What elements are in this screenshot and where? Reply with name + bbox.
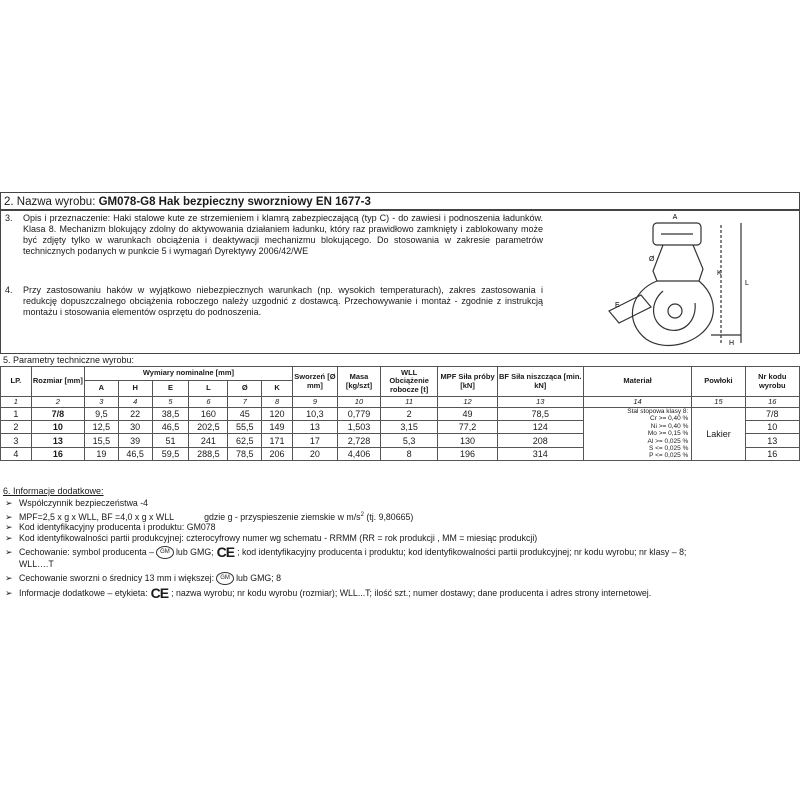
info-item-label (5, 585, 795, 602)
additional-info-section (0, 486, 800, 610)
cell-size: 7/8 (31, 408, 84, 421)
cell-code: 16 (745, 447, 799, 460)
info-text: Cechowanie: symbol producenta – (19, 546, 154, 557)
header-dimensions: Wymiary nominalne [mm] (84, 367, 292, 381)
cell-bf: 124 (497, 421, 583, 434)
cell-diameter: 55,5 (228, 421, 262, 434)
col-number: 4 (118, 397, 152, 408)
header-mass: Masa [kg/szt] (337, 367, 380, 397)
label-h: H (729, 340, 735, 347)
label-k: K (717, 270, 722, 277)
cell-size: 13 (31, 434, 84, 447)
info-item-marking (5, 546, 795, 570)
cell-lp: 4 (1, 447, 32, 460)
section-6-title: 6. Informacje dodatkowe: (3, 486, 104, 496)
info-text: Kod identyfikowalności partii produkcyjnej: czterocyfrowy numer wg schematu - RRMM (RR = rok produkcji , MM = miesiąc produkcji) (19, 533, 538, 543)
arrow-bullet-icon: ➢ (5, 511, 13, 522)
cell-mpf: 77,2 (438, 421, 497, 434)
material-line: S <= 0,025 % (648, 445, 689, 453)
info-item-formula (5, 510, 795, 522)
header-h: H (118, 381, 152, 397)
material-line: Ni >= 0,40 % (650, 422, 689, 430)
col-number: 10 (337, 397, 380, 408)
title-prefix: 2. Nazwa wyrobu: (4, 196, 99, 208)
material-cell (583, 408, 692, 461)
header-bf: BF Siła niszcząca [min. kN] (497, 367, 583, 397)
cell-k: 149 (262, 421, 293, 434)
info-item-product-code (5, 522, 795, 533)
cell-l: 241 (189, 434, 228, 447)
cell-mpf: 49 (438, 408, 497, 421)
info-text: lub GMG; 8 (236, 572, 282, 583)
cell-mass: 1,503 (337, 421, 380, 434)
col-number: 16 (745, 397, 799, 408)
arrow-bullet-icon: ➢ (5, 588, 13, 598)
cell-wll: 2 (380, 408, 437, 421)
col-number: 6 (189, 397, 228, 408)
col-number: 14 (583, 397, 692, 408)
col-number: 15 (692, 397, 745, 408)
gm-logo-icon: GM (156, 546, 174, 559)
cell-code: 7/8 (745, 408, 799, 421)
material-line: P <= 0,025 % (649, 452, 689, 460)
cell-e: 51 (152, 434, 189, 447)
header-pin: Sworzeń [Ø mm] (292, 367, 337, 397)
header-material: Materiał (583, 367, 692, 397)
header-coating: Powłoki (692, 367, 745, 397)
cell-e: 46,5 (152, 421, 189, 434)
col-number: 3 (84, 397, 118, 408)
cell-wll: 3,15 (380, 421, 437, 434)
parameters-table (0, 366, 800, 461)
cell-k: 206 (262, 447, 293, 460)
info-text: gdzie g - przyspieszenie ziemskie w m/s (204, 511, 361, 522)
header-code: Nr kodu wyrobu (745, 367, 799, 397)
column-numbers-row (1, 397, 800, 408)
col-number: 9 (292, 397, 337, 408)
label-l: L (745, 280, 749, 287)
cell-a: 19 (84, 447, 118, 460)
info-text: MPF=2,5 x g x WLL, BF =4,0 x g x WLL (19, 511, 174, 522)
header-diameter: Ø (228, 381, 262, 397)
header-mpf: MPF Siła próby [kN] (438, 367, 497, 397)
col-number: 7 (228, 397, 262, 408)
ce-mark-icon: CE (216, 544, 235, 561)
cell-a: 12,5 (84, 421, 118, 434)
cell-diameter: 62,5 (228, 434, 262, 447)
cell-e: 38,5 (152, 408, 189, 421)
cell-diameter: 78,5 (228, 447, 262, 460)
cell-h: 39 (118, 434, 152, 447)
header-k: K (262, 381, 293, 397)
info-text: (tj. 9,80665) (363, 511, 414, 522)
material-line: Al >= 0,025 % (647, 437, 689, 445)
info-text: lub GMG; (175, 546, 214, 557)
info-item-batch-code (5, 533, 795, 544)
ce-mark-icon: CE (150, 585, 169, 602)
cell-mass: 4,406 (337, 447, 380, 460)
material-line: Cr >= 0,40 % (650, 415, 689, 423)
info-item-pin-marking (5, 572, 795, 585)
info-text: Kod identyfikacyjny producenta i produktu: GM078 (19, 522, 216, 532)
arrow-bullet-icon: ➢ (5, 498, 13, 508)
header-lp: LP. (1, 367, 32, 397)
cell-k: 120 (262, 408, 293, 421)
cell-lp: 3 (1, 434, 32, 447)
cell-l: 288,5 (189, 447, 228, 460)
cell-wll: 5,3 (380, 434, 437, 447)
cell-pin: 20 (292, 447, 337, 460)
col-number: 12 (438, 397, 497, 408)
hook-technical-drawing (591, 211, 781, 351)
gm-logo-icon: GM (216, 572, 234, 585)
arrow-bullet-icon: ➢ (5, 522, 13, 532)
cell-code: 10 (745, 421, 799, 434)
col-number: 13 (497, 397, 583, 408)
cell-a: 9,5 (84, 408, 118, 421)
section-4-text: Przy zastosowaniu haków w wyjątkowo niebezpiecznych warunkach (np. wysokich temperaturach), zakres zastosowania i redukcję dopuszczalnego obciążenia roboczego należy uzgodnić z dostawcą. Przechowywanie i montaż - zgodnie z instrukcją montażu i stosowania elementów osprzętu do podnoszenia. (23, 285, 543, 317)
cell-k: 171 (262, 434, 293, 447)
cell-pin: 13 (292, 421, 337, 434)
cell-e: 59,5 (152, 447, 189, 460)
cell-mass: 2,728 (337, 434, 380, 447)
cell-diameter: 45 (228, 408, 262, 421)
material-line: Mo >= 0,15 % (647, 430, 689, 438)
col-number: 5 (152, 397, 189, 408)
info-text: WLL….T (19, 559, 54, 569)
cell-bf: 78,5 (497, 408, 583, 421)
cell-lp: 1 (1, 408, 32, 421)
cell-mpf: 196 (438, 447, 497, 460)
header-e: E (152, 381, 189, 397)
col-number: 2 (31, 397, 84, 408)
info-text: ; kod identyfikacyjny producenta i produktu; kod identyfikowalności partii produkcyjnej; nr kodu wyrobu; nr klasy – 8; (237, 546, 687, 557)
cell-mpf: 130 (438, 434, 497, 447)
product-title-row (0, 192, 800, 210)
cell-a: 15,5 (84, 434, 118, 447)
cell-pin: 17 (292, 434, 337, 447)
arrow-bullet-icon: ➢ (5, 546, 13, 557)
arrow-bullet-icon: ➢ (5, 572, 13, 583)
header-a: A (84, 381, 118, 397)
header-wll: WLL Obciążenie robocze [t] (380, 367, 437, 397)
col-number: 8 (262, 397, 293, 408)
cell-mass: 0,779 (337, 408, 380, 421)
section-5-title: 5. Parametry techniczne wyrobu: (3, 355, 135, 365)
info-text: ; nazwa wyrobu; nr kodu wyrobu (rozmiar); WLL...T; ilość szt.; numer dostawy; dane producenta i adres strony internetowej. (171, 588, 652, 598)
header-size: Rozmiar [mm] (31, 367, 84, 397)
header-l: L (189, 381, 228, 397)
cell-l: 202,5 (189, 421, 228, 434)
table-row (1, 408, 800, 421)
label-e: E (615, 302, 620, 309)
product-name: GM078-G8 Hak bezpieczny sworzniowy EN 1677-3 (98, 196, 371, 208)
cell-bf: 314 (497, 447, 583, 460)
cell-size: 10 (31, 421, 84, 434)
description-section (0, 210, 800, 354)
info-text: Informacje dodatkowe – etykieta: (19, 588, 148, 598)
label-a: A (672, 214, 678, 221)
col-number: 1 (1, 397, 32, 408)
info-item-safety-factor (5, 498, 795, 509)
superscript: 2 (360, 512, 364, 518)
section-3-text: Opis i przeznaczenie: Haki stalowe kute ze strzemieniem i klamrą zabezpieczającą (typ C) - do zawiesi i podnoszenia ładunków. Klasa 8. Mechanizm blokujący zdolny do aktywowania działaniem ładunku, który raz prawidłowo zamknięty i zablokowany może być zdjęty tylko w warunkach obciążenia i deaktywacji mechanizmu blokującego. Do stosowania w zakresie parametrów technicznych podanych w punkcie 5 i wymagań Dyrektywy 2006/42/WE (23, 213, 543, 256)
info-text: Cechowanie sworzni o średnicy 13 mm i większej: (19, 572, 215, 583)
material-line: Stal stopowa klasy 8: (627, 408, 689, 415)
cell-size: 16 (31, 447, 84, 460)
cell-h: 46,5 (118, 447, 152, 460)
cell-wll: 8 (380, 447, 437, 460)
coating-cell: Lakier (692, 408, 745, 461)
cell-pin: 10,3 (292, 408, 337, 421)
cell-bf: 208 (497, 434, 583, 447)
cell-h: 30 (118, 421, 152, 434)
col-number: 11 (380, 397, 437, 408)
cell-code: 13 (745, 434, 799, 447)
info-text: Współczynnik bezpieczeństwa -4 (19, 498, 149, 508)
arrow-bullet-icon: ➢ (5, 533, 13, 543)
label-diameter: Ø (649, 256, 655, 263)
cell-lp: 2 (1, 421, 32, 434)
section-3-number: 3. (5, 213, 13, 223)
cell-h: 22 (118, 408, 152, 421)
section-4-number: 4. (5, 285, 13, 295)
cell-l: 160 (189, 408, 228, 421)
